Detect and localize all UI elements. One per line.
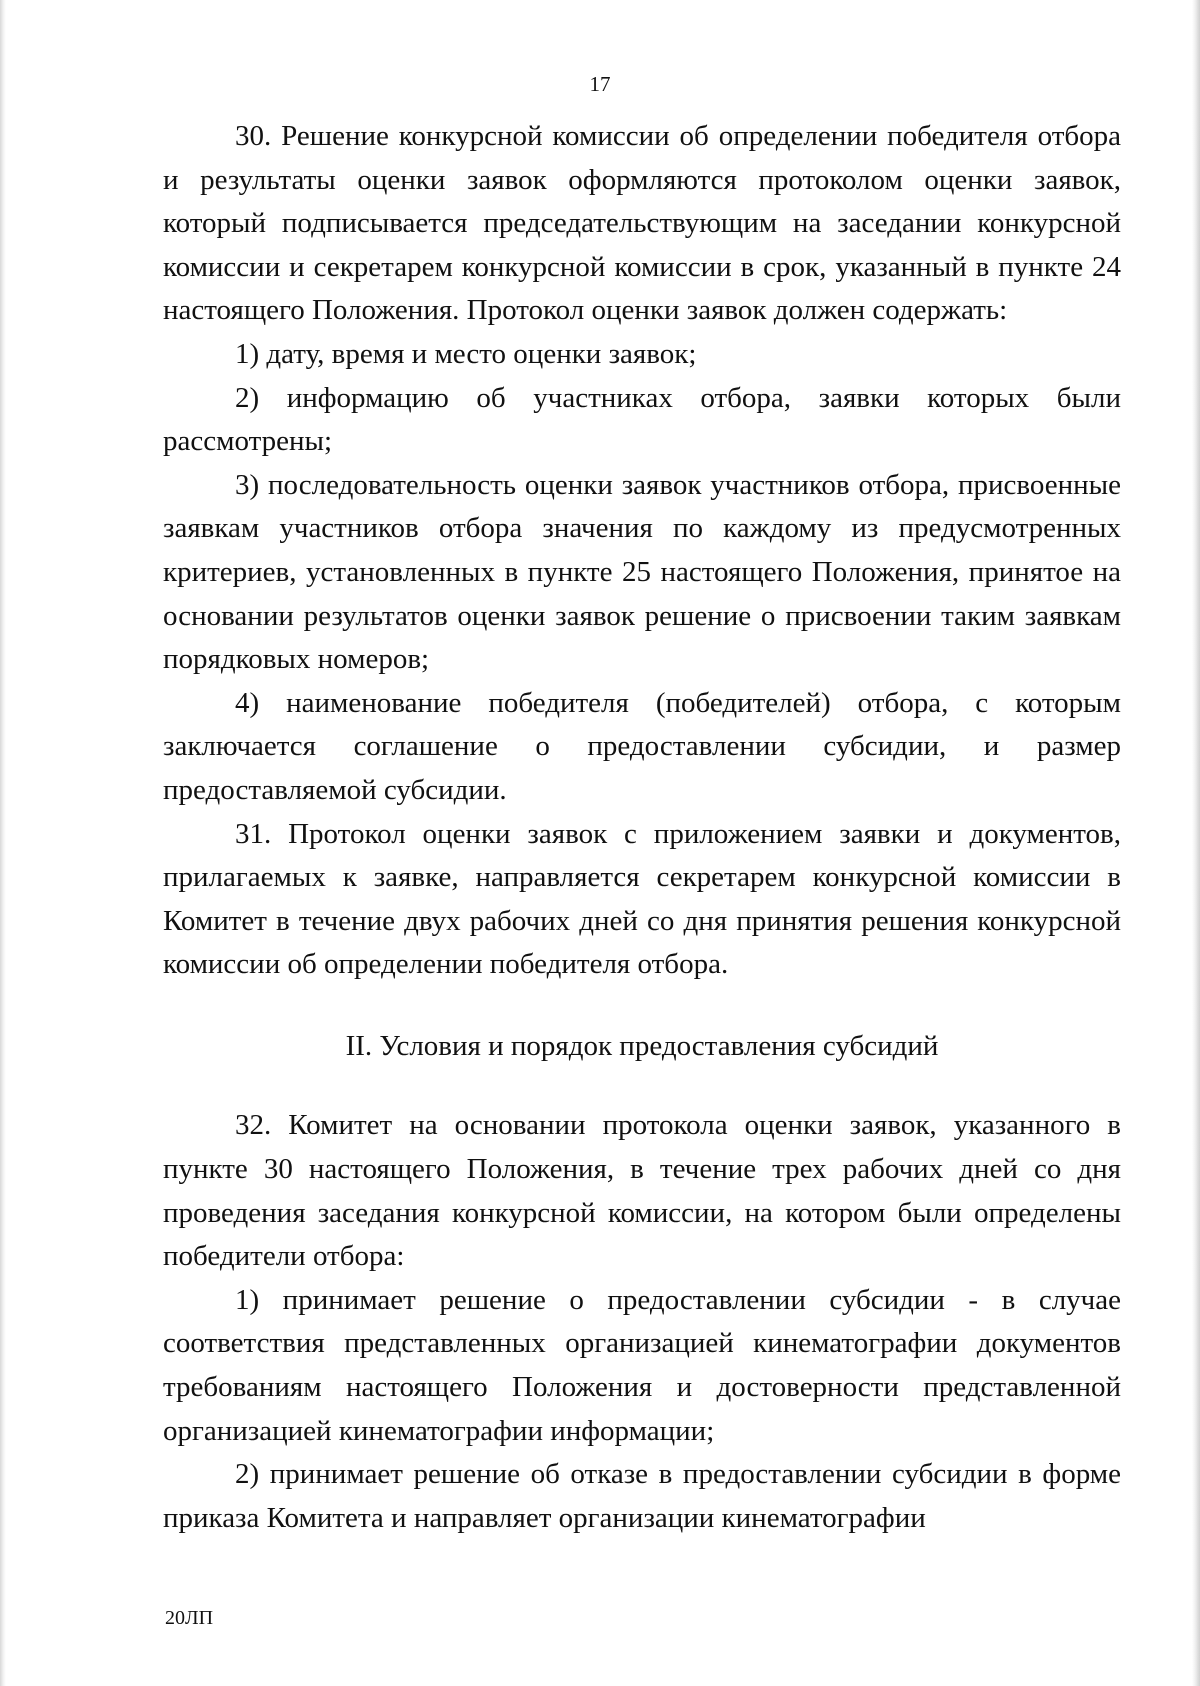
list-item-30-3: 3) последовательность оценки заявок участников отбора, присвоенные заявкам участников отбора значения по каждому из предусмотренных критериев, установленных в пункте 25 настоящего Положения, принятое на основании результатов оценки заявок решение о присвоении таким заявкам порядковых номеров;: [163, 468, 1121, 676]
page-number: 17: [589, 72, 611, 96]
list-item-30-4: 4) наименование победителя (победителей) отбора, с которым заключается соглашение о предоставлении субсидии, и размер предоставляемой субсидии.: [163, 686, 1121, 806]
section-heading: II. Условия и порядок предоставления субсидий: [345, 1029, 939, 1062]
list-item-32-2: 2) принимает решение об отказе в предоставлении субсидии в форме приказа Комитета и направляет организации кинематографии: [163, 1458, 1121, 1534]
document-body: [163, 115, 1121, 1540]
scan-edge-left: [0, 0, 6, 1686]
list-item-30-2: 2) информацию об участниках отбора, заявки которых были рассмотрены;: [163, 381, 1121, 458]
list-item-32-1: 1) принимает решение о предоставлении субсидии - в случае соответствия представленных организацией кинематографии документов требованиям настоящего Положения и достоверности представленной организацией кинематографии информации;: [163, 1283, 1121, 1447]
paragraph-30: 30. Решение конкурсной комиссии об определении победителя отбора и результаты оценки заявок оформляются протоколом оценки заявок, который подписывается председательствующим на заседании конкурсной комиссии и секретарем конкурсной комиссии в срок, указанный в пункте 24 настоящего Положения. Протокол оценки заявок должен содержать:: [163, 120, 1121, 327]
paragraph-32: 32. Комитет на основании протокола оценки заявок, указанного в пункте 30 настоящего Положения, в течение трех рабочих дней со дня проведения заседания конкурсной комиссии, на котором были определены победители отбора:: [163, 1109, 1121, 1273]
list-item-30-1: 1) дату, время и место оценки заявок;: [235, 337, 697, 370]
scan-edge-right: [1192, 0, 1200, 1686]
paragraph-31: 31. Протокол оценки заявок с приложением заявки и документов, прилагаемых к заявке, направляется секретарем конкурсной комиссии в Комитет в течение двух рабочих дней со дня принятия решения конкурсной комиссии об определении победителя отбора.: [163, 817, 1121, 981]
footer-code: 20ЛП: [165, 1607, 214, 1629]
